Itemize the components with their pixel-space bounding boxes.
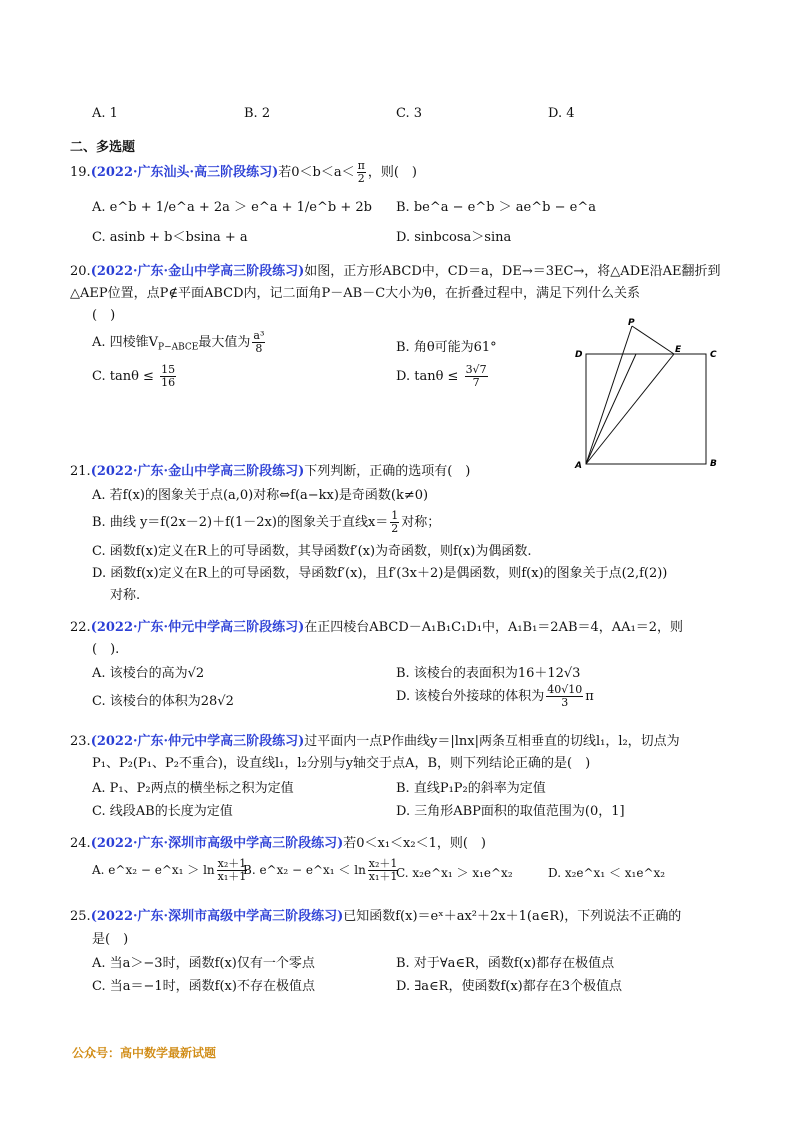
stem-text: 若0＜b＜a＜: [278, 165, 355, 180]
question-19-stem: [70, 160, 417, 185]
q24-option-c: C. x₂e^x₁ ＞ x₁e^x₂: [396, 866, 513, 880]
option-d: D. 4: [548, 106, 575, 121]
option-c: C. 3: [396, 106, 423, 121]
q25-option-d: D. ∃a∈R，使函数f(x)都存在3个极值点: [396, 979, 622, 994]
q22-option-a: A. 该棱台的高为√2: [92, 666, 205, 681]
q19-option-d: D. sinbcosa＞sina: [396, 230, 512, 245]
question-number: 20.: [70, 264, 91, 279]
question-22-stem: [70, 616, 683, 635]
q25-option-c: C. 当a＝−1时，函数f(x)不存在极值点: [92, 979, 315, 994]
stem-text: 已知函数f(x)＝eˣ＋ax²＋2x＋1(a∈R)，下列说法不正确的: [343, 909, 682, 924]
q23-option-a: A. P₁、P₂两点的横坐标之积为定值: [92, 781, 294, 796]
q21-option-b: B. 曲线 y＝f(2x－2)＋f(1－2x)的图象关于直线x＝ $\frac{1}{2}$ 对称；: [92, 509, 441, 535]
question-20-stem-line2: △AEP位置，点P∉平面ABCD内，记二面角P－AB－C大小为θ，在折叠过程中，满足下列什么关系: [70, 286, 641, 301]
question-source: (2022·广东·金山中学高三阶段练习): [90, 464, 305, 479]
question-source: (2022·广东·金山中学高三阶段练习): [90, 264, 305, 279]
label-c: C: [710, 350, 717, 360]
question-number: 23.: [70, 734, 91, 749]
q23-option-b: B. 直线P₁P₂的斜率为定值: [396, 781, 546, 796]
label-a: A: [575, 461, 582, 470]
question-source: (2022·广东汕头·高三阶段练习): [90, 165, 279, 180]
question-number: 19.: [70, 165, 91, 180]
q22-option-c: C. 该棱台的体积为28√2: [92, 694, 234, 709]
option-b: B. 2: [244, 106, 271, 121]
question-24-stem: [70, 832, 486, 851]
q21-option-d-cont: 对称.: [110, 588, 141, 603]
question-source: (2022·广东·深圳市高级中学高三阶段练习): [90, 836, 344, 851]
q19-option-a: A. e^b + 1/e^a + 2a ＞ e^a + 1/e^b + 2b: [92, 200, 372, 215]
footer-watermark: 公众号：高中数学最新试题: [72, 1046, 217, 1060]
q22-option-b: B. 该棱台的表面积为16＋12√3: [396, 666, 581, 681]
q20-option-a: A. 四棱锥$V_{P-ABCE}$最大值为 $\frac{\text{a³}}{8}$: [92, 329, 265, 355]
q19-option-c: C. asinb + b＜bsina + a: [92, 230, 248, 245]
label-b: B: [710, 459, 717, 469]
fraction-pi-over-2: $\frac{\pi}{2}$: [357, 159, 365, 185]
question-number: 24.: [70, 836, 91, 851]
question-number: 22.: [70, 620, 91, 635]
question-source: (2022·广东·仲元中学高三阶段练习): [90, 620, 305, 635]
question-number: 21.: [70, 464, 91, 479]
question-23-stem-line2: P₁、P₂(P₁、P₂不重合)，设直线l₁，l₂分别与y轴交于点A，B，则下列结论正确的是( ): [92, 756, 591, 771]
section-title: 二、多选题: [70, 140, 136, 155]
question-source: (2022·广东·仲元中学高三阶段练习): [90, 734, 305, 749]
stem-text-end: ，则( ): [367, 165, 417, 180]
q20-option-d: D. tanθ ≤ $\frac{3√7}{7}$: [396, 363, 487, 389]
q25-option-b: B. 对于∀a∈R，函数f(x)都存在极值点: [396, 956, 615, 971]
question-22-stem-line2: ( ).: [92, 642, 120, 657]
question-25-stem-line2: 是( ): [92, 932, 129, 947]
q20-option-b: B. 角θ可能为61°: [396, 340, 497, 355]
label-e: E: [675, 345, 682, 355]
q22-option-d: D. 该棱台外接球的体积为 $\frac{40√10}{3}$ π: [396, 683, 594, 709]
q21-option-a: A. 若f(x)的图象关于点(a,0)对称⇔f(a−kx)是奇函数(k≠0): [92, 488, 429, 503]
q24-option-a: A. e^x₂ − e^x₁ ＞ ln $\frac{\text{x₂＋1}}{\text{x₁＋1}}$: [92, 857, 247, 883]
label-p: P: [628, 318, 635, 328]
question-20-stem-line3: ( ): [92, 308, 116, 323]
folding-figure: [570, 316, 720, 470]
line-ap: [586, 326, 632, 464]
stem-text: 过平面内一点P作曲线y＝|lnx|两条互相垂直的切线l₁，l₂，切点为: [304, 734, 680, 749]
question-21-stem: [70, 460, 470, 479]
q19-option-b: B. be^a − e^b ＞ ae^b − e^a: [396, 200, 596, 215]
question-number: 25.: [70, 909, 91, 924]
option-a: A. 1: [92, 106, 118, 121]
q20-option-c: C. tanθ ≤ $\frac{15}{16}$: [92, 363, 176, 389]
q24-option-d: D. x₂e^x₁ ＜ x₁e^x₂: [548, 866, 666, 880]
stem-text: 如图，正方形ABCD中，CD＝a，DE→＝3EC→，将△ADE沿AE翻折到: [304, 264, 721, 279]
label-d: D: [575, 350, 583, 360]
question-25-stem: [70, 905, 681, 924]
question-source: (2022·广东·深圳市高级中学高三阶段练习): [90, 909, 344, 924]
line-ad-folded: [586, 354, 636, 464]
q23-option-c: C. 线段AB的长度为定值: [92, 804, 233, 819]
question-20-stem: [70, 260, 721, 279]
q23-option-d: D. 三角形ABP面积的取值范围为(0，1]: [396, 804, 625, 819]
line-pe: [632, 326, 674, 354]
q24-option-b: B. e^x₂ − e^x₁ ＜ ln $\frac{\text{x₂＋1}}{\text{x₁＋1}}$: [243, 857, 398, 883]
q21-option-d: D. 函数f(x)定义在R上的可导函数，导函数f′(x)，且f′(3x＋2)是偶函数，则f(x)的图象关于点(2,f(2)): [92, 566, 668, 581]
stem-text: 在正四棱台ABCD－A₁B₁C₁D₁中，A₁B₁＝2AB＝4，AA₁＝2，则: [304, 620, 684, 635]
stem-text: 下列判断，正确的选项有( ): [304, 464, 471, 479]
line-ae: [586, 354, 674, 464]
question-23-stem: [70, 730, 680, 749]
q21-option-c: C. 函数f(x)定义在R上的可导函数，其导函数f′(x)为奇函数，则f(x)为偶函数.: [92, 544, 532, 559]
stem-text: 若0＜x₁＜x₂＜1，则( ): [343, 836, 487, 851]
q25-option-a: A. 当a＞−3时，函数f(x)仅有一个零点: [92, 956, 315, 971]
